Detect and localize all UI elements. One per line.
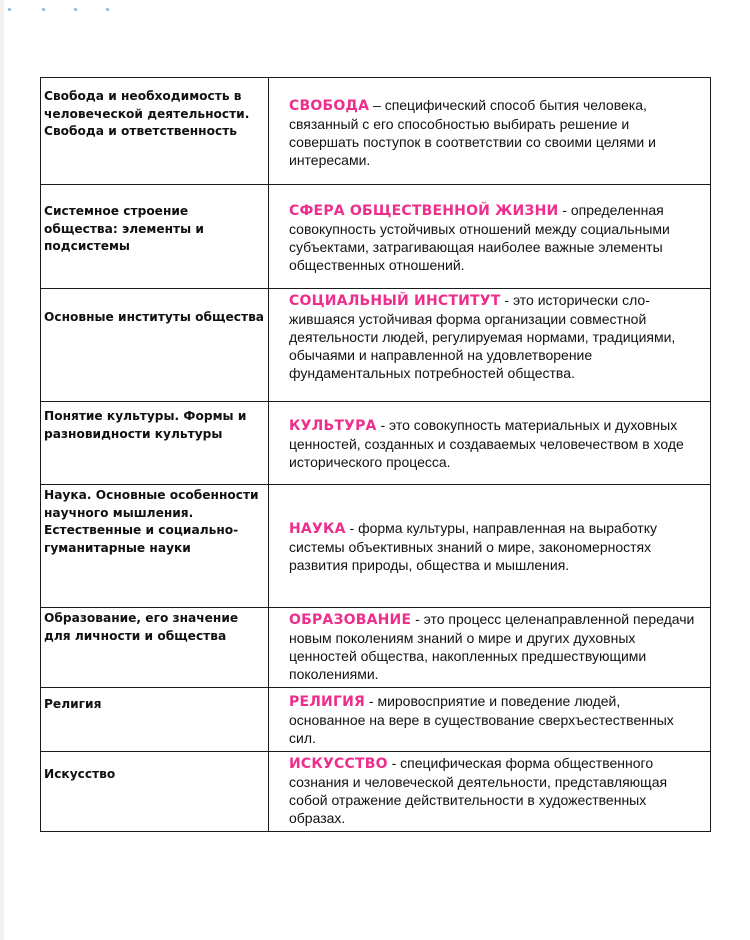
- topic-text: Образование, его значение для личности и общества: [44, 611, 239, 643]
- definition-text: - форма культуры, направленная на выработку системы объективных знаний о мире, закономерностях развития природы, общества и мышления.: [289, 520, 657, 573]
- definition-text: - определенная совокупность устойчивых отношений между социальными субъектами, затрагивающая наиболее важные элементы общественных отношений.: [289, 202, 670, 273]
- table-row: [41, 78, 711, 185]
- topic-cell: [41, 78, 269, 185]
- definition-cell: [269, 289, 711, 402]
- definition-text: - мировосприятие и поведение людей, основанное на вере в существование сверхъестественных сил.: [289, 693, 674, 746]
- topic-text: Искусство: [44, 767, 116, 781]
- term-label: ОБРАЗОВАНИЕ: [289, 612, 412, 628]
- definition-cell: [269, 485, 711, 608]
- topic-cell: [41, 185, 269, 289]
- dot-icon: [42, 8, 45, 11]
- definition-text: - это исторически сло-жившаяся устойчивая форма организации совместной деятельности людей, регулируемая нормами, традициями, обычаями и направленной на удовлетворение фундаментальных потребностей общества.: [289, 292, 676, 381]
- definition-text: - это процесс целенаправленной передачи новым поколениям знаний о мире и других духовных ценностей общества, накопленных предшествующими поколениями.: [289, 611, 695, 682]
- topic-text: Системное строение общества: элементы и подсистемы: [44, 204, 204, 253]
- definition-cell: [269, 78, 711, 185]
- table-row: [41, 289, 711, 402]
- dot-icon: [8, 8, 11, 11]
- term-label: КУЛЬТУРА: [289, 418, 377, 434]
- topic-cell: [41, 608, 269, 688]
- topic-cell: [41, 402, 269, 485]
- definition-text: - это совокупность материальных и духовных ценностей, созданных и создаваемых человечеством в ходе исторического процесса.: [289, 417, 684, 470]
- table-row: [41, 688, 711, 752]
- terms-table: [40, 77, 711, 832]
- topic-cell: [41, 485, 269, 608]
- term-label: ИСКУССТВО: [289, 756, 388, 772]
- table-row: [41, 185, 711, 289]
- definition-text: – специфический способ бытия человека, связанный с его способностью выбирать решение и совершать поступок в соответствии со своими целями и интересами.: [289, 97, 656, 168]
- table-row: [41, 402, 711, 485]
- term-label: СОЦИАЛЬНЫЙ ИНСТИТУТ: [289, 293, 501, 309]
- term-label: РЕЛИГИЯ: [289, 694, 365, 710]
- decorative-dots: [6, 6, 116, 16]
- topic-cell: [41, 289, 269, 402]
- definition-cell: [269, 608, 711, 688]
- dot-icon: [74, 8, 77, 11]
- topic-text: Свобода и необходимость в человеческой деятельности. Свобода и ответственность: [44, 89, 250, 138]
- definition-cell: [269, 688, 711, 752]
- topic-text: Понятие культуры. Формы и разновидности культуры: [44, 409, 247, 441]
- table-row: [41, 485, 711, 608]
- topic-text: Наука. Основные особенности научного мышления. Естественные и социально-гуманитарные науки: [44, 488, 259, 555]
- term-label: СФЕРА ОБЩЕСТВЕННОЙ ЖИЗНИ: [289, 203, 559, 219]
- definition-cell: [269, 185, 711, 289]
- table-row: [41, 752, 711, 832]
- dot-icon: [106, 8, 109, 11]
- table-row: [41, 608, 711, 688]
- term-label: СВОБОДА: [289, 98, 370, 114]
- page-edge-shadow: [0, 0, 4, 940]
- topic-text: Религия: [44, 697, 102, 711]
- topic-cell: [41, 688, 269, 752]
- definition-cell: [269, 752, 711, 832]
- definition-text: - специфическая форма общественного сознания и человеческой деятельности, представляющая собой отражение действительности в художественных образах.: [289, 755, 668, 826]
- term-label: НАУКА: [289, 521, 346, 537]
- definition-cell: [269, 402, 711, 485]
- topic-text: Основные институты общества: [44, 310, 265, 324]
- topic-cell: [41, 752, 269, 832]
